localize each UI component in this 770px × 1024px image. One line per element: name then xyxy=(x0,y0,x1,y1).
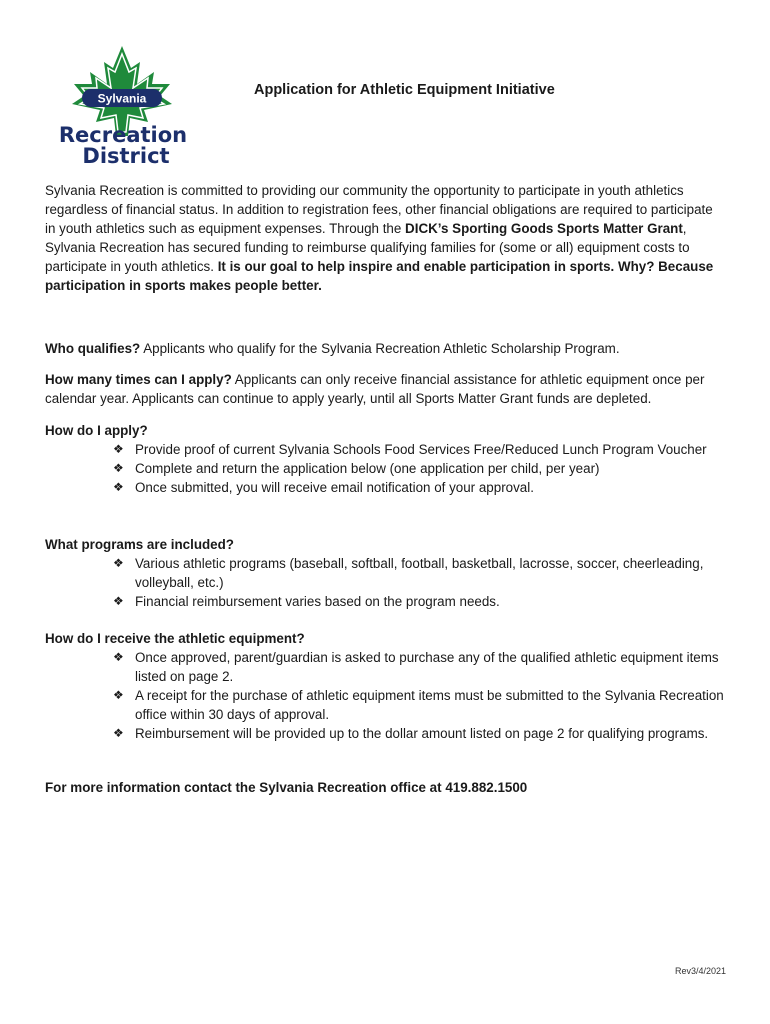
who-qualifies-heading: Who qualifies? xyxy=(45,341,141,356)
how-many-times-heading: How many times can I apply? xyxy=(45,372,232,387)
list-item: ❖ Provide proof of current Sylvania Schools Food Services Free/Reduced Lunch Program Voucher xyxy=(113,442,707,457)
receive-equipment-heading: How do I receive the athletic equipment? xyxy=(45,631,305,646)
list-item: ❖ A receipt for the purchase of athletic equipment items must be submitted to the Sylvania Recreation office within 30 days of approval. xyxy=(113,688,724,722)
diamond-bullet-icon: ❖ xyxy=(113,594,124,608)
diamond-bullet-icon: ❖ xyxy=(113,556,124,570)
logo-line-district: District xyxy=(82,144,170,168)
diamond-bullet-icon: ❖ xyxy=(113,480,124,494)
how-to-apply-section xyxy=(45,421,725,497)
list-item: ❖ Reimbursement will be provided up to the dollar amount listed on page 2 for qualifying programs. xyxy=(113,726,709,741)
diamond-bullet-icon: ❖ xyxy=(113,461,124,475)
who-qualifies-section: Who qualifies? Applicants who qualify for the Sylvania Recreation Athletic Scholarship Program. xyxy=(45,341,620,356)
list-item: ❖ Various athletic programs (baseball, softball, football, basketball, lacrosse, soccer, cheerleading, volleyball, etc.) xyxy=(113,556,704,590)
diamond-bullet-icon: ❖ xyxy=(113,688,124,702)
contact-line: For more information contact the Sylvania Recreation office at 419.882.1500 xyxy=(45,780,528,795)
programs-heading: What programs are included? xyxy=(45,537,234,552)
intro-paragraph: Sylvania Recreation is committed to providing our community the opportunity to participate in youth athletics regardless of financial status. In addition to registration fees, other financial obligations are required to participate in youth athletics such as equipment expenses. Through the DICK’s Sporting Goods Sports Matter Grant, Sylvania Recreation has secured funding to reimburse qualifying families for (some or all) equipment costs to participate in youth athletics. It is our goal to help inspire and enable participation in sports. Why? Because participation in sports makes people better. xyxy=(45,183,714,293)
list-item: ❖ Complete and return the application below (one application per child, per year) xyxy=(113,461,600,476)
how-to-apply-heading: How do I apply? xyxy=(45,423,148,438)
page-title: Application for Athletic Equipment Initiative xyxy=(254,82,555,98)
programs-section xyxy=(45,535,725,611)
list-item: ❖ Once approved, parent/guardian is asked to purchase any of the qualified athletic equipment items listed on page 2. xyxy=(113,650,719,684)
diamond-bullet-icon: ❖ xyxy=(113,442,124,456)
sylvania-recreation-district-logo xyxy=(44,44,202,168)
receive-equipment-section xyxy=(45,629,725,743)
diamond-bullet-icon: ❖ xyxy=(113,650,124,664)
badge-text: Sylvania xyxy=(97,91,147,106)
diamond-bullet-icon: ❖ xyxy=(113,726,124,740)
logo-line-recreation: Recreation xyxy=(58,123,188,147)
how-many-times-section: How many times can I apply? Applicants can only receive financial assistance for athletic equipment once per calendar year. Applicants can continue to apply yearly, until all Sports Matter Grant funds are depleted. xyxy=(45,372,705,406)
list-item: ❖ Financial reimbursement varies based on the program needs. xyxy=(113,594,500,609)
revision-date: Rev3/4/2021 xyxy=(674,966,726,976)
list-item: ❖ Once submitted, you will receive email notification of your approval. xyxy=(113,480,534,495)
